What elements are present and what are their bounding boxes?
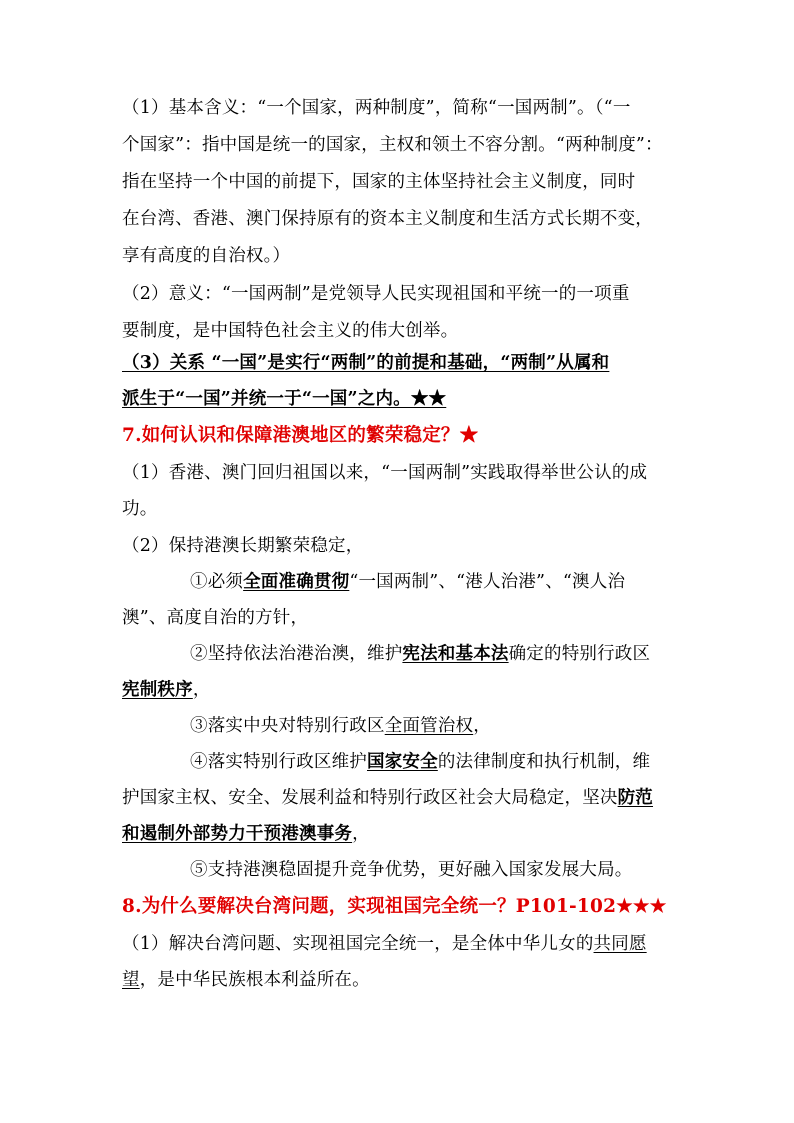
section-heading-8 (122, 895, 667, 919)
text-run: 功。 (122, 499, 158, 519)
text-run: ⑤支持港澳稳固提升竞争优势，更好融入国家发展大局。 (190, 860, 633, 880)
text-run: 指在坚持一个中国的前提下，国家的主体坚持社会主义制度，同时 (122, 172, 636, 192)
text-run: “一国两制”、“港人治港”、“澳人治 (349, 572, 626, 592)
text-line (190, 570, 625, 594)
key-point-line (122, 387, 446, 411)
key-point-line (122, 351, 609, 375)
text-line (122, 786, 653, 810)
text-line (190, 858, 633, 882)
text-line (190, 750, 650, 774)
text-line (122, 822, 370, 846)
text-line (190, 642, 650, 666)
emphasis-text: 宪制秩序 (122, 680, 193, 700)
emphasis-text: 和遏制外部势力干预港澳事务 (122, 824, 353, 844)
emphasis-text: 共同愿 (593, 934, 647, 954)
text-run: 享有高度的自治权。） (122, 246, 291, 266)
text-run: ， (473, 716, 491, 736)
text-run: ③落实中央对特别行政区 (190, 716, 385, 736)
text-line (122, 606, 308, 630)
emphasis-text: 宪法和基本法 (402, 644, 509, 664)
text-run: ，是中华民族根本利益所在。 (139, 970, 370, 990)
text-run: （2）意义：“一国两制”是党领导人民实现祖国和平统一的一项重 (122, 284, 630, 304)
text-line (122, 319, 458, 343)
heading-text: 7.如何认识和保障港澳地区的繁荣稳定？★ (122, 425, 479, 446)
emphasis-text: 望 (122, 970, 140, 990)
text-run: （3）关系 “一国”是实行“两制”的前提和基础，“两制”从属和 (122, 353, 610, 373)
text-run: ④落实特别行政区维护 (190, 752, 367, 772)
text-run: （2）保持港澳长期繁荣稳定， (122, 536, 364, 556)
text-run: 澳”、高度自治的方针， (122, 608, 309, 628)
text-run: （1）解决台湾问题、实现祖国完全统一，是全体中华儿女的 (122, 934, 594, 954)
text-run: 在台湾、香港、澳门保持原有的资本主义制度和生活方式长期不变， (122, 209, 653, 229)
text-run: 护国家主权、安全、发展利益和特别行政区社会大局稳定，坚决 (122, 788, 618, 808)
text-line (122, 133, 663, 157)
text-line (122, 170, 635, 194)
text-line (122, 461, 647, 485)
text-line (122, 244, 290, 268)
text-run: ， (192, 680, 211, 700)
section-heading-7 (122, 424, 478, 448)
emphasis-text: 防范 (617, 788, 654, 808)
star-rating: ★★★ (616, 896, 667, 917)
emphasis-text: 全面管治权 (384, 716, 474, 736)
text-line (122, 968, 370, 992)
text-line (122, 678, 211, 702)
text-run: 派生于“一国”并统一于“一国”之内。★★ (122, 389, 447, 409)
text-line (122, 534, 363, 558)
emphasis-text: 国家安全 (367, 752, 438, 772)
text-run: ， (352, 824, 370, 844)
text-run: 确定的特别行政区 (508, 644, 651, 664)
text-run: 要制度，是中国特色社会主义的伟大创举。 (122, 321, 459, 341)
heading-text: 8.为什么要解决台湾问题，实现祖国完全统一？P101-102 (122, 896, 617, 917)
text-run: ②坚持依法治港治澳，维护 (190, 644, 403, 664)
text-line (190, 714, 491, 738)
text-run: （1）香港、澳门回归祖国以来，“一国两制”实践取得举世公认的成 (122, 463, 648, 483)
text-line (122, 497, 157, 521)
text-run: （1）基本含义：“一个国家，两种制度”，简称“一国两制”。（“一 (122, 98, 631, 118)
text-run: ①必须 (190, 572, 244, 592)
text-line (122, 207, 653, 231)
text-line (122, 932, 647, 956)
text-line (122, 96, 631, 120)
text-run: 的法律制度和执行机制，维 (437, 752, 651, 772)
text-run: 个国家”：指中国是统一的国家，主权和领土不容分割。“两种制度”： (122, 135, 663, 155)
text-line (122, 282, 630, 306)
emphasis-text: 全面准确贯彻 (243, 572, 350, 592)
